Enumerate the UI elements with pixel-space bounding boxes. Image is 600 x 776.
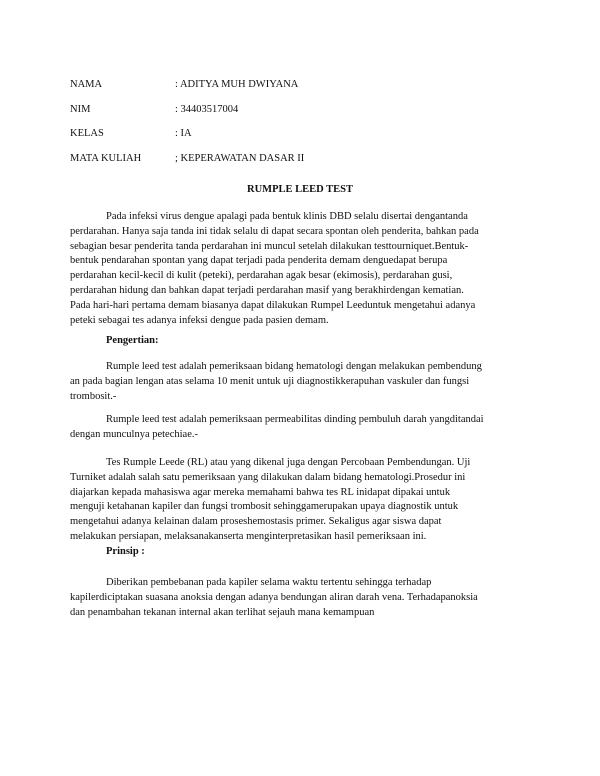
identity-row-mata-kuliah: [70, 152, 304, 177]
pengertian-paragraph-2: [70, 413, 532, 443]
text-line: dengan munculnya petechiae.-: [70, 428, 198, 440]
text-line: Rumple leed test adalah pemeriksaan permeabilitas dinding pembuluh darah yangditandai: [106, 414, 484, 425]
text-line: perdarahan hidung dan bahkan dapat terjadi perdarahan masif yang berakhirdengan kematian.: [70, 284, 464, 296]
text-line: menguji ketahanan kapiler dan fungsi trombosit sehinggamerupakan upaya diagnostik untuk: [70, 501, 459, 513]
section-heading-pengertian: Pengertian:: [106, 335, 159, 346]
prinsip-paragraph: [70, 576, 532, 620]
text-line: melakukan persiapan, melaksanakanserta menginterpretasikan hasil pemeriksaan ini.: [70, 530, 427, 542]
identity-row-nama: [70, 78, 304, 103]
document-title: RUMPLE LEED TEST: [247, 184, 353, 195]
section-heading-prinsip: Prinsip :: [106, 545, 145, 557]
identity-label: KELAS: [70, 128, 104, 139]
identity-label: MATA KULIAH: [70, 152, 142, 164]
text-line: perdarahan. Hanya saja tanda ini tidak selalu di dapat secara spontan oleh penderita, bahkan pada: [70, 225, 479, 237]
text-line: Pada hari-hari pertama demam biasanya dapat dilakukan Rumpel Leeduntuk mengetahui adanya: [70, 299, 476, 311]
identity-value: ; KEPERAWATAN DASAR II: [175, 152, 305, 164]
identity-row-kelas: [70, 127, 304, 152]
text-line: bentuk pendarahan spontan yang dapat terjadi pada penderita demam denguedapat berupa: [70, 255, 448, 267]
text-line: trombosit.-: [70, 390, 117, 402]
text-line: dan penambahan tekanan internal akan terlihat sejauh mana kemampuan: [70, 606, 375, 618]
text-line: Tes Rumple Leede (RL) atau yang dikenal juga dengan Percobaan Pembendungan. Uji: [106, 457, 471, 468]
pengertian-paragraph-1: [70, 360, 532, 404]
text-line: Turniket adalah salah satu pemeriksaan yang dilakukan dalam bidang hematologi.Prosedur ini: [70, 471, 466, 483]
text-line: Diberikan pembebanan pada kapiler selama waktu tertentu sehingga terhadap: [106, 577, 432, 588]
tes-paragraph: [70, 456, 532, 560]
text-line: diajarkan kepada mahasiswa agar mereka memahami bahwa tes RL inidapat dipakai untuk: [70, 486, 451, 498]
text-line: an pada bagian lengan atas selama 10 menit untuk uji diagnostikkerapuhan vaskuler dan fungsi: [70, 375, 470, 387]
text-line: mengetahui adanya kelainan dalam proseshemostasis primer. Sekaligus agar siswa dapat: [70, 516, 442, 528]
identity-value: : 34403517004: [175, 103, 239, 115]
identity-row-nim: [70, 103, 304, 128]
identity-table: [70, 78, 304, 176]
text-line: Pada infeksi virus dengue apalagi pada bentuk klinis DBD selalu disertai dengantanda: [106, 211, 468, 222]
pengertian-heading-block: [70, 334, 532, 349]
text-line: Rumple leed test adalah pemeriksaan bidang hematologi dengan melakukan pembendung: [106, 361, 482, 372]
text-line: sebagian besar penderita tanda perdarahan ini muncul setelah dilakukan testtourniquet.Bentuk-: [70, 240, 469, 252]
identity-label: NAMA: [70, 79, 103, 90]
identity-value: : IA: [175, 128, 192, 139]
identity-label: NIM: [70, 103, 91, 115]
text-line: perdarahan kecil-kecil di kulit (peteki), perdarahan agak besar (ekimosis), perdarahan gusi,: [70, 270, 453, 282]
text-line: peteki sebagai tes adanya infeksi dengue pada pasien demam.: [70, 314, 329, 326]
text-line: kapilerdiciptakan suasana anoksia dengan adanya bendungan aliran darah vena. Terhadapanoksia: [70, 591, 478, 603]
intro-paragraph: [70, 210, 532, 328]
identity-value: : ADITYA MUH DWIYANA: [175, 79, 299, 90]
